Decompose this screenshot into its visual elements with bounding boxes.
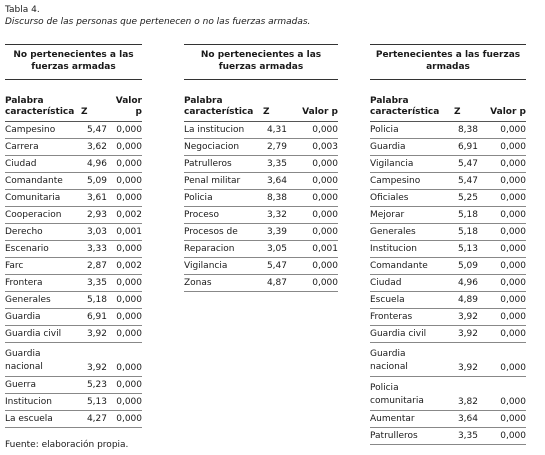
cell-word: Campesino — [5, 125, 56, 135]
cell-word: Patrulleros — [184, 159, 232, 169]
cell-word: Vigilancia — [370, 159, 414, 169]
table-row — [370, 139, 526, 156]
cell-word: Penal militar — [184, 176, 241, 186]
cell-word: Reparacion — [184, 244, 235, 254]
cell-p: 0,000 — [312, 159, 338, 169]
cell-p: 0,000 — [116, 397, 142, 407]
cell-p: 0,000 — [312, 261, 338, 271]
cell-p: 0,000 — [116, 125, 142, 135]
table-row — [5, 190, 142, 207]
cell-word: Comandante — [5, 176, 63, 186]
cell-z: 5,09 — [457, 261, 478, 271]
cell-z: 4,27 — [86, 414, 107, 424]
cell-z: 3,62 — [86, 142, 107, 152]
cell-z: 3,03 — [86, 227, 107, 237]
table-row — [184, 207, 338, 224]
column-header-z: Z — [454, 107, 461, 117]
cell-z: 3,64 — [266, 176, 287, 186]
table-row — [370, 292, 526, 309]
table-row — [5, 224, 142, 241]
cell-p: 0,000 — [116, 329, 142, 339]
cell-p: 0,000 — [116, 414, 142, 424]
column-headers — [5, 94, 142, 122]
cell-z: 4,96 — [457, 278, 478, 288]
table-row — [5, 258, 142, 275]
cell-z: 3,92 — [457, 363, 478, 373]
cell-z: 5,47 — [86, 125, 107, 135]
column-header-word: Palabra característica — [184, 96, 254, 117]
cell-z: 3,92 — [457, 329, 478, 339]
cell-word: Ciudad — [370, 278, 402, 288]
cell-p: 0,000 — [500, 414, 526, 424]
cell-z: 3,82 — [457, 397, 478, 407]
cell-word: Proceso — [184, 210, 219, 220]
table-row — [370, 377, 526, 411]
table-row — [5, 241, 142, 258]
table-label: Tabla 4. — [5, 5, 40, 15]
cell-word: Generales — [5, 295, 51, 305]
table-row — [370, 428, 526, 445]
cell-p: 0,000 — [500, 363, 526, 373]
table-row — [370, 241, 526, 258]
cell-p: 0,002 — [116, 210, 142, 220]
cell-word: Guardia civil — [5, 329, 62, 339]
cell-p: 0,000 — [116, 159, 142, 169]
cell-p: 0,000 — [312, 176, 338, 186]
table-row — [5, 139, 142, 156]
table-row — [5, 343, 142, 377]
panel-header: No pertenecientes a las fuerzas armadas — [184, 44, 338, 80]
table-row — [370, 207, 526, 224]
column-headers — [370, 94, 526, 122]
table-row — [184, 139, 338, 156]
cell-z: 5,23 — [86, 380, 107, 390]
cell-p: 0,000 — [116, 380, 142, 390]
column-header-word: Palabra característica — [370, 96, 440, 117]
cell-word: Escenario — [5, 244, 49, 254]
table-panel-3 — [370, 44, 526, 445]
cell-z: 8,38 — [266, 193, 287, 203]
cell-word: Guardia — [5, 312, 41, 322]
cell-p: 0,000 — [500, 431, 526, 441]
cell-p: 0,001 — [116, 227, 142, 237]
cell-p: 0,000 — [312, 193, 338, 203]
table-row — [5, 173, 142, 190]
table-row — [5, 122, 142, 139]
cell-z: 6,91 — [457, 142, 478, 152]
cell-word: Cooperacion — [5, 210, 62, 220]
column-header-p: Valor p — [490, 107, 526, 117]
cell-p: 0,000 — [116, 295, 142, 305]
cell-p: 0,000 — [500, 329, 526, 339]
cell-p: 0,000 — [312, 278, 338, 288]
cell-word: Fronteras — [370, 312, 413, 322]
column-header-word: Palabra característica — [5, 96, 75, 117]
cell-word: La institucion — [184, 125, 245, 135]
cell-z: 3,35 — [266, 159, 287, 169]
table-row — [184, 258, 338, 275]
column-header-p: Valor p — [302, 107, 338, 117]
cell-p: 0,000 — [500, 397, 526, 407]
cell-z: 3,92 — [86, 363, 107, 373]
cell-z: 2,87 — [86, 261, 107, 271]
table-row — [184, 275, 338, 292]
table-row — [5, 326, 142, 343]
cell-p: 0,000 — [312, 125, 338, 135]
cell-word: Zonas — [184, 278, 212, 288]
table-row — [5, 411, 142, 428]
cell-p: 0,000 — [500, 261, 526, 271]
table-row — [5, 309, 142, 326]
table-panel-2 — [184, 44, 338, 292]
cell-word: Guardia nacional — [370, 349, 408, 372]
cell-z: 5,13 — [457, 244, 478, 254]
cell-word: Procesos de — [184, 227, 238, 237]
cell-p: 0,000 — [500, 193, 526, 203]
cell-p: 0,001 — [312, 244, 338, 254]
cell-p: 0,000 — [116, 363, 142, 373]
table-row — [5, 275, 142, 292]
cell-word: Derecho — [5, 227, 43, 237]
cell-p: 0,000 — [500, 227, 526, 237]
column-headers — [184, 94, 338, 122]
cell-p: 0,000 — [500, 210, 526, 220]
cell-p: 0,000 — [500, 142, 526, 152]
cell-p: 0,003 — [312, 142, 338, 152]
cell-p: 0,002 — [116, 261, 142, 271]
table-row — [5, 292, 142, 309]
cell-p: 0,000 — [312, 210, 338, 220]
cell-p: 0,000 — [500, 312, 526, 322]
cell-z: 3,92 — [86, 329, 107, 339]
cell-z: 5,18 — [457, 210, 478, 220]
cell-word: Vigilancia — [184, 261, 228, 271]
cell-word: Policia — [370, 125, 399, 135]
cell-p: 0,000 — [500, 159, 526, 169]
cell-p: 0,000 — [500, 244, 526, 254]
table-row — [370, 275, 526, 292]
cell-p: 0,000 — [500, 125, 526, 135]
cell-word: Comunitaria — [5, 193, 61, 203]
cell-z: 5,18 — [457, 227, 478, 237]
cell-z: 6,91 — [86, 312, 107, 322]
cell-z: 4,89 — [457, 295, 478, 305]
cell-word: Negociacion — [184, 142, 240, 152]
cell-z: 3,92 — [457, 312, 478, 322]
cell-p: 0,000 — [312, 227, 338, 237]
cell-p: 0,000 — [500, 176, 526, 186]
cell-word: Guardia nacional — [5, 349, 43, 372]
cell-word: Mejorar — [370, 210, 405, 220]
cell-p: 0,000 — [116, 142, 142, 152]
table-row — [184, 122, 338, 139]
cell-p: 0,000 — [116, 176, 142, 186]
table-row — [370, 224, 526, 241]
table-row — [370, 309, 526, 326]
cell-word: Policia comunitaria — [370, 383, 424, 406]
panel-header: Pertenecientes a las fuerzas armadas — [370, 44, 526, 80]
table-footer: Fuente: elaboración propia. — [5, 440, 129, 450]
cell-word: Guerra — [5, 380, 36, 390]
cell-p: 0,000 — [500, 295, 526, 305]
cell-z: 8,38 — [457, 125, 478, 135]
cell-word: Comandante — [370, 261, 428, 271]
cell-word: Frontera — [5, 278, 43, 288]
panel-header: No pertenecientes a las fuerzas armadas — [5, 44, 142, 80]
cell-word: Carrera — [5, 142, 39, 152]
column-header-p: Valor p — [115, 96, 142, 117]
cell-z: 5,47 — [266, 261, 287, 271]
table-row — [370, 258, 526, 275]
table-subtitle: Discurso de las personas que pertenecen o no las fuerzas armadas. — [5, 17, 311, 27]
cell-z: 4,87 — [266, 278, 287, 288]
cell-z: 3,39 — [266, 227, 287, 237]
cell-p: 0,000 — [116, 278, 142, 288]
cell-word: Escuela — [370, 295, 405, 305]
cell-z: 5,47 — [457, 176, 478, 186]
cell-p: 0,000 — [116, 312, 142, 322]
cell-z: 3,32 — [266, 210, 287, 220]
table-row — [184, 224, 338, 241]
table-row — [370, 122, 526, 139]
table-row — [184, 173, 338, 190]
cell-z: 2,93 — [86, 210, 107, 220]
cell-z: 4,96 — [86, 159, 107, 169]
table-row — [370, 173, 526, 190]
cell-word: Guardia civil — [370, 329, 427, 339]
cell-z: 3,33 — [86, 244, 107, 254]
table-row — [5, 207, 142, 224]
table-row — [184, 241, 338, 258]
cell-word: Ciudad — [5, 159, 37, 169]
table-row — [370, 343, 526, 377]
column-header-z: Z — [81, 107, 88, 117]
cell-z: 5,18 — [86, 295, 107, 305]
cell-word: Policia — [184, 193, 213, 203]
cell-z: 5,13 — [86, 397, 107, 407]
table-row — [184, 156, 338, 173]
table-row — [5, 377, 142, 394]
cell-word: Generales — [370, 227, 416, 237]
cell-word: Campesino — [370, 176, 421, 186]
cell-p: 0,000 — [500, 278, 526, 288]
table-row — [184, 190, 338, 207]
cell-z: 3,35 — [86, 278, 107, 288]
cell-z: 5,47 — [457, 159, 478, 169]
table-row — [370, 411, 526, 428]
table-row — [5, 394, 142, 411]
cell-word: La escuela — [5, 414, 53, 424]
cell-z: 3,61 — [86, 193, 107, 203]
table-caption — [5, 4, 310, 28]
table-row — [5, 156, 142, 173]
cell-z: 3,05 — [266, 244, 287, 254]
cell-word: Oficiales — [370, 193, 409, 203]
cell-p: 0,000 — [116, 193, 142, 203]
cell-word: Patrulleros — [370, 431, 418, 441]
table-row — [370, 190, 526, 207]
cell-z: 5,09 — [86, 176, 107, 186]
column-header-z: Z — [263, 107, 270, 117]
cell-word: Institucion — [5, 397, 52, 407]
cell-p: 0,000 — [116, 244, 142, 254]
cell-word: Aumentar — [370, 414, 415, 424]
table-row — [370, 156, 526, 173]
cell-z: 3,35 — [457, 431, 478, 441]
cell-z: 3,64 — [457, 414, 478, 424]
cell-word: Guardia — [370, 142, 406, 152]
cell-word: Farc — [5, 261, 24, 271]
cell-z: 5,25 — [457, 193, 478, 203]
cell-z: 2,79 — [266, 142, 287, 152]
table-panel-1 — [5, 44, 142, 428]
table-row — [370, 326, 526, 343]
cell-z: 4,31 — [266, 125, 287, 135]
cell-word: Institucion — [370, 244, 417, 254]
